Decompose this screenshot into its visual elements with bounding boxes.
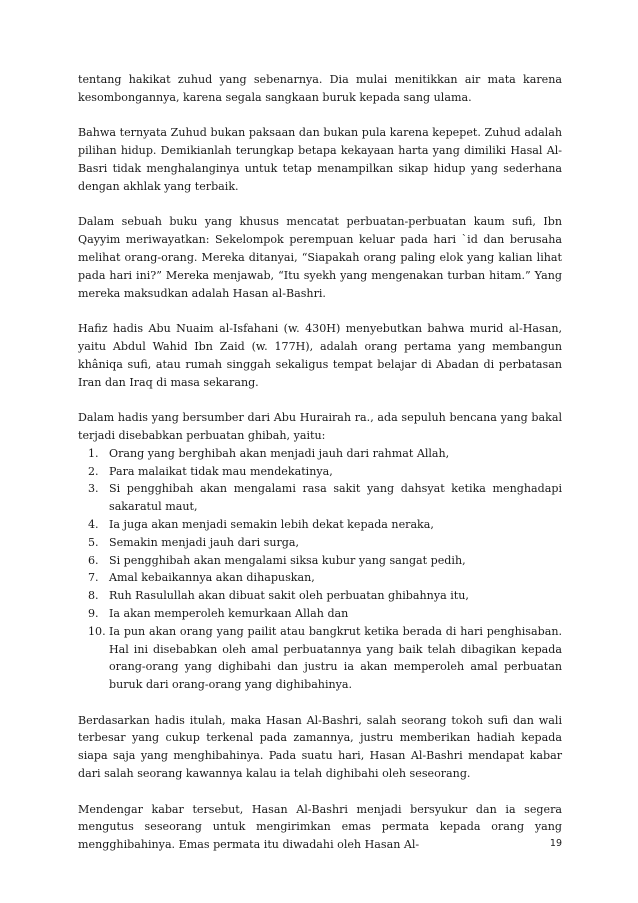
list-item	[78, 569, 562, 587]
list-text: Orang yang berghibah akan menjadi jauh dari rahmat Allah,	[109, 446, 450, 460]
list-text: Ia juga akan menjadi semakin lebih dekat kepada neraka,	[109, 517, 434, 531]
list-item	[78, 605, 562, 623]
list-text: Para malaikat tidak mau mendekatinya,	[109, 464, 333, 478]
list-text: Ia pun akan orang yang pailit atau bangkrut ketika berada di hari penghisaban. Hal ini disebabkan oleh amal perbuatannya yang baik telah dibagikan kepada orang-orang yang dighibahi dan justru ia akan memperoleh amal perbuatan buruk dari orang-orang yang dighibahinya.	[109, 624, 562, 692]
paragraph: Bahwa ternyata Zuhud bukan paksaan dan bukan pula karena kepepet. Zuhud adalah pilihan hidup. Demikianlah terungkap betapa kekayaan harta yang dimiliki Hasal Al-Basri tidak menghalanginya untuk tetap menampilkan sikap hidup yang sederhana dengan akhlak yang terbaik.	[78, 126, 562, 193]
list-text: Si pengghibah akan mengalami rasa sakit yang dahsyat ketika menghadapi sakaratul maut,	[109, 482, 562, 514]
list-text: Si pengghibah akan mengalami siksa kubur yang sangat pedih,	[109, 553, 466, 567]
list-number: 8.	[88, 589, 99, 603]
list-number: 1.	[88, 446, 99, 460]
list-number: 4.	[88, 517, 99, 531]
list-text: Amal kebaikannya akan dihapuskan,	[109, 571, 315, 585]
paragraph: Hafiz hadis Abu Nuaim al-Isfahani (w. 430H) menyebutkan bahwa murid al-Hasan, yaitu Abdul Wahid Ibn Zaid (w. 177H), adalah orang pertama yang membangun khâniqa sufi, atau rumah singgah sekaligus tempat belajar di Abadan di perbatasan Iran dan Iraq di masa sekarang.	[78, 322, 562, 389]
paragraph: Dalam sebuah buku yang khusus mencatat perbuatan-perbuatan kaum sufi, Ibn Qayyim meriwayatkan: Sekelompok perempuan keluar pada hari `id dan berusaha melihat orang-orang. Mereka ditanyai, “Siapakah orang paling elok yang kalian lihat pada hari ini?” Mereka menjawab, “Itu syekh yang mengenakan turban hitam.” Yang mereka maksudkan adalah Hasan al-Bashri.	[78, 215, 562, 300]
list-number: 5.	[88, 535, 99, 549]
list-item	[78, 516, 562, 534]
list-number: 9.	[88, 606, 99, 620]
list-item	[78, 534, 562, 552]
list-item	[78, 552, 562, 570]
list-number: 7.	[88, 571, 99, 585]
list-item	[78, 445, 562, 463]
list-text: Semakin menjadi jauh dari surga,	[109, 535, 300, 549]
list-number: 3.	[88, 482, 99, 496]
list-text: Ruh Rasulullah akan dibuat sakit oleh perbuatan ghibahnya itu,	[109, 589, 469, 603]
paragraph: tentang hakikat zuhud yang sebenarnya. Dia mulai menitikkan air mata karena kesombongannya, karena segala sangkaan buruk kepada sang ulama.	[78, 73, 562, 104]
paragraph: Mendengar kabar tersebut, Hasan Al-Bashri menjadi bersyukur dan ia segera mengutus seseorang untuk mengirimkan emas permata kepada orang yang mengghibahinya. Emas permata itu diwadahi oleh Hasan Al-	[78, 802, 562, 852]
list-number: 2.	[88, 464, 99, 478]
list-item	[78, 587, 562, 605]
ghibah-list	[78, 445, 562, 694]
list-item	[78, 463, 562, 481]
paragraph: Dalam hadis yang bersumber dari Abu Hurairah ra., ada sepuluh bencana yang bakal terjadi disebabkan perbuatan ghibah, yaitu:	[78, 411, 562, 442]
list-number: 10.	[88, 624, 106, 638]
page-body	[78, 71, 562, 854]
list-text: Ia akan memperoleh kemurkaan Allah dan	[109, 606, 349, 620]
list-number: 6.	[88, 553, 99, 567]
page-number: 19	[549, 838, 562, 849]
paragraph: Berdasarkan hadis itulah, maka Hasan Al-Bashri, salah seorang tokoh sufi dan wali terbesar yang cukup terkenal pada zamannya, justru memberikan hadiah kepada siapa saja yang menghibahinya. Pada suatu hari, Hasan Al-Bashri mendapat kabar dari salah seorang kawannya kalau ia telah dighibahi oleh seseorang.	[78, 713, 562, 781]
list-item	[78, 480, 562, 516]
list-item	[78, 623, 562, 694]
